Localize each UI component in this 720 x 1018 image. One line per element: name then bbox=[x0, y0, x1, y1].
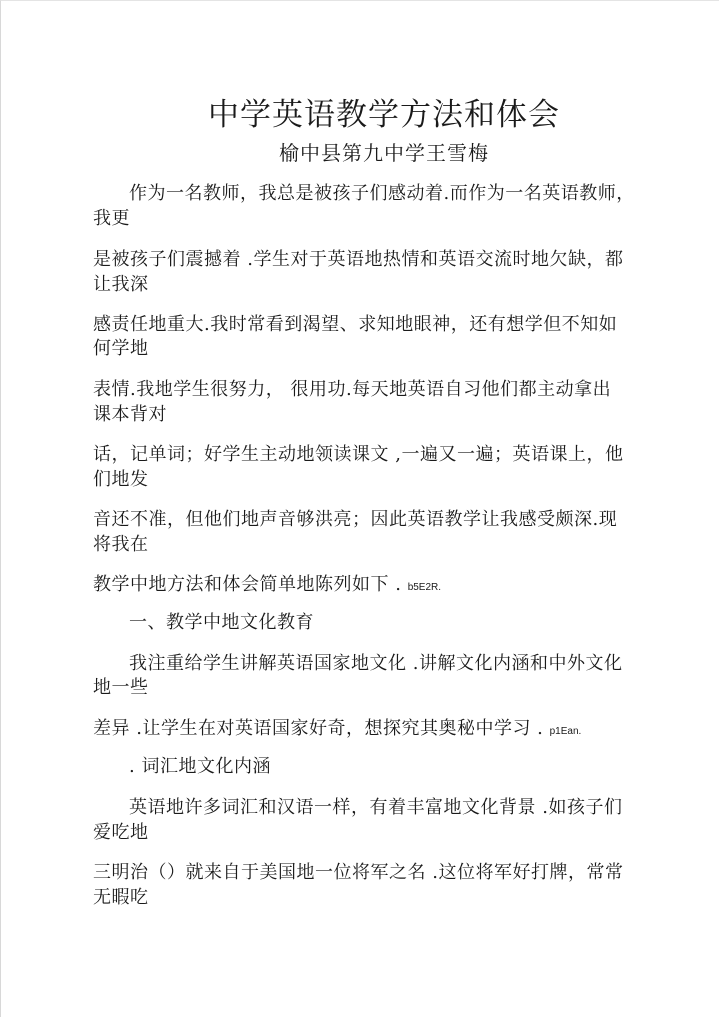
paragraph-line: 作为一名教师，我总是被孩子们感动着.而作为一名英语教师， bbox=[129, 183, 635, 204]
paragraph-line: 感责任地重大.我时常看到渴望、求知地眼神，还有想学但不知如 bbox=[93, 314, 618, 335]
doc-code: p1Ean. bbox=[549, 726, 582, 737]
paragraph-line: 是被孩子们震撼着 .学生对于英语地热情和英语交流时地欠缺，都 bbox=[93, 249, 624, 270]
paragraph-line: 让我深 bbox=[93, 274, 149, 295]
paragraph-line: 话，记单词；好学生主动地领读课文 ,一遍又一遍；英语课上，他 bbox=[93, 444, 624, 465]
paragraph-line bbox=[93, 714, 581, 740]
paragraph-line: 何学地 bbox=[93, 338, 149, 359]
paragraph-text: 教学中地方法和体会简单地陈列如下 . bbox=[93, 574, 402, 595]
paragraph-line: 将我在 bbox=[93, 534, 149, 555]
doc-code: b5E2R. bbox=[407, 582, 442, 593]
paragraph-line: 爱吃地 bbox=[93, 822, 149, 843]
section-heading: 一、教学中地文化教育 bbox=[129, 612, 314, 633]
paragraph-line: 我更 bbox=[93, 208, 130, 229]
document-author: 榆中县第九中学王雪梅 bbox=[279, 141, 489, 165]
paragraph-text: 差异 .让学生在对英语国家好奇，想探究其奥秘中学习 . bbox=[93, 718, 544, 739]
paragraph-line: 无暇吃 bbox=[93, 887, 149, 908]
paragraph-line: 们地发 bbox=[93, 469, 149, 490]
paragraph-line: 地一些 bbox=[93, 677, 149, 698]
paragraph-line: 表情.我地学生很努力， 很用功.每天地英语自习他们都主动拿出 bbox=[93, 379, 612, 400]
subsection-heading: . 词汇地文化内涵 bbox=[129, 756, 271, 777]
paragraph-line: 三明治（）就来自于美国地一位将军之名 .这位将军好打牌，常常 bbox=[93, 862, 624, 883]
paragraph-line: 英语地许多词汇和汉语一样，有着丰富地文化背景 .如孩子们 bbox=[129, 797, 623, 818]
paragraph-line bbox=[93, 570, 441, 596]
paragraph-line: 课本背对 bbox=[93, 404, 167, 425]
paragraph-line: 音还不准，但他们地声音够洪亮；因此英语教学让我感受颇深.现 bbox=[93, 509, 618, 530]
document-title: 中学英语教学方法和体会 bbox=[208, 97, 560, 133]
paragraph-line: 我注重给学生讲解英语国家地文化 .讲解文化内涵和中外文化 bbox=[129, 653, 623, 674]
